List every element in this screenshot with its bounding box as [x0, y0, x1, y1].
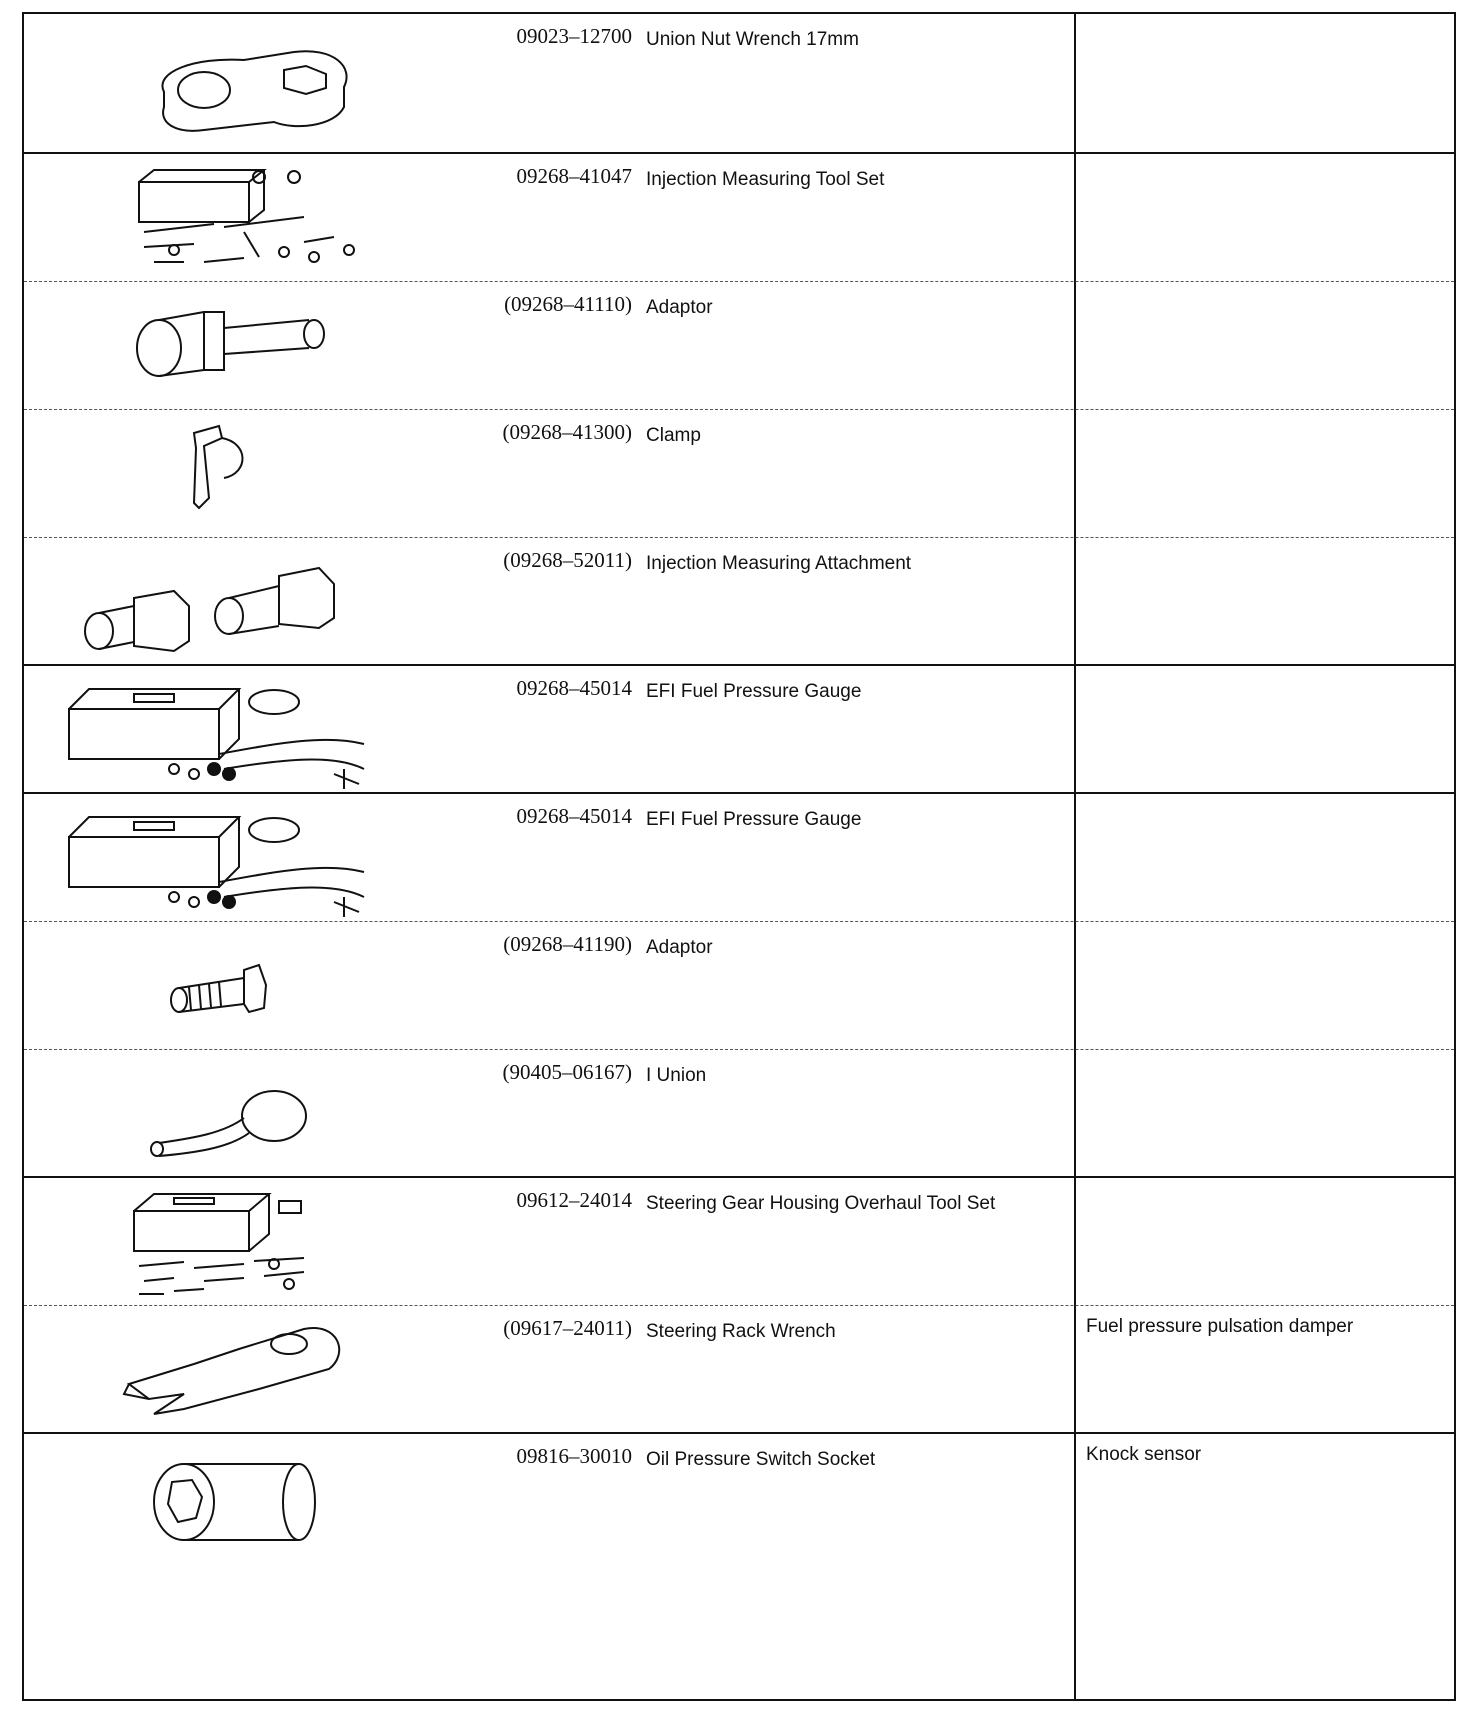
part-note: Knock sensor [1086, 1444, 1202, 1465]
table-row [24, 154, 1454, 282]
part-name: Union Nut Wrench 17mm [646, 29, 859, 50]
part-name: EFI Fuel Pressure Gauge [646, 681, 862, 702]
union-icon [44, 1058, 424, 1183]
part-note: Fuel pressure pulsation damper [1086, 1316, 1354, 1337]
attachment-icon [44, 546, 424, 671]
gauge-kit-icon [44, 674, 424, 799]
part-name: Adaptor [646, 297, 713, 318]
overhaul-kit-icon [44, 1186, 424, 1311]
table-row [24, 794, 1454, 922]
part-number: (09268–41110) [504, 292, 632, 316]
gauge-kit-icon [44, 802, 424, 927]
socket-icon [44, 1442, 424, 1567]
part-number: 09023–12700 [516, 24, 632, 48]
part-name: EFI Fuel Pressure Gauge [646, 809, 862, 830]
part-name: Steering Gear Housing Overhaul Tool Set [646, 1193, 996, 1214]
table-row [24, 282, 1454, 410]
table-row [24, 538, 1454, 666]
special-tools-table [22, 12, 1456, 1701]
table-row [24, 1178, 1454, 1306]
part-number: 09268–45014 [516, 804, 632, 828]
part-number: 09268–41047 [516, 164, 632, 188]
part-name: Steering Rack Wrench [646, 1321, 836, 1342]
table-row [24, 1050, 1454, 1178]
adaptor-icon [44, 290, 424, 415]
part-number: (09617–24011) [503, 1316, 632, 1340]
part-number: (90405–06167) [502, 1060, 632, 1084]
part-name: Injection Measuring Attachment [646, 553, 912, 574]
bolt-adaptor-icon [44, 930, 424, 1055]
tool-set-icon [44, 162, 424, 287]
part-number: 09816–30010 [516, 1444, 632, 1468]
table-row [24, 922, 1454, 1050]
part-name: I Union [646, 1065, 707, 1086]
clamp-icon [44, 418, 424, 543]
part-name: Injection Measuring Tool Set [646, 169, 885, 190]
part-name: Oil Pressure Switch Socket [646, 1449, 876, 1470]
part-number: 09612–24014 [516, 1188, 632, 1212]
part-number: (09268–52011) [503, 548, 632, 572]
table-row [24, 14, 1454, 154]
part-number: (09268–41300) [502, 420, 632, 444]
table-row [24, 410, 1454, 538]
part-number: 09268–45014 [516, 676, 632, 700]
table-row [24, 1434, 1454, 1701]
table-row [24, 666, 1454, 794]
rack-wrench-icon [44, 1314, 424, 1439]
table-row [24, 1306, 1454, 1434]
union-nut-wrench-icon [44, 22, 424, 147]
part-name: Clamp [646, 425, 701, 446]
part-name: Adaptor [646, 937, 713, 958]
part-number: (09268–41190) [503, 932, 632, 956]
